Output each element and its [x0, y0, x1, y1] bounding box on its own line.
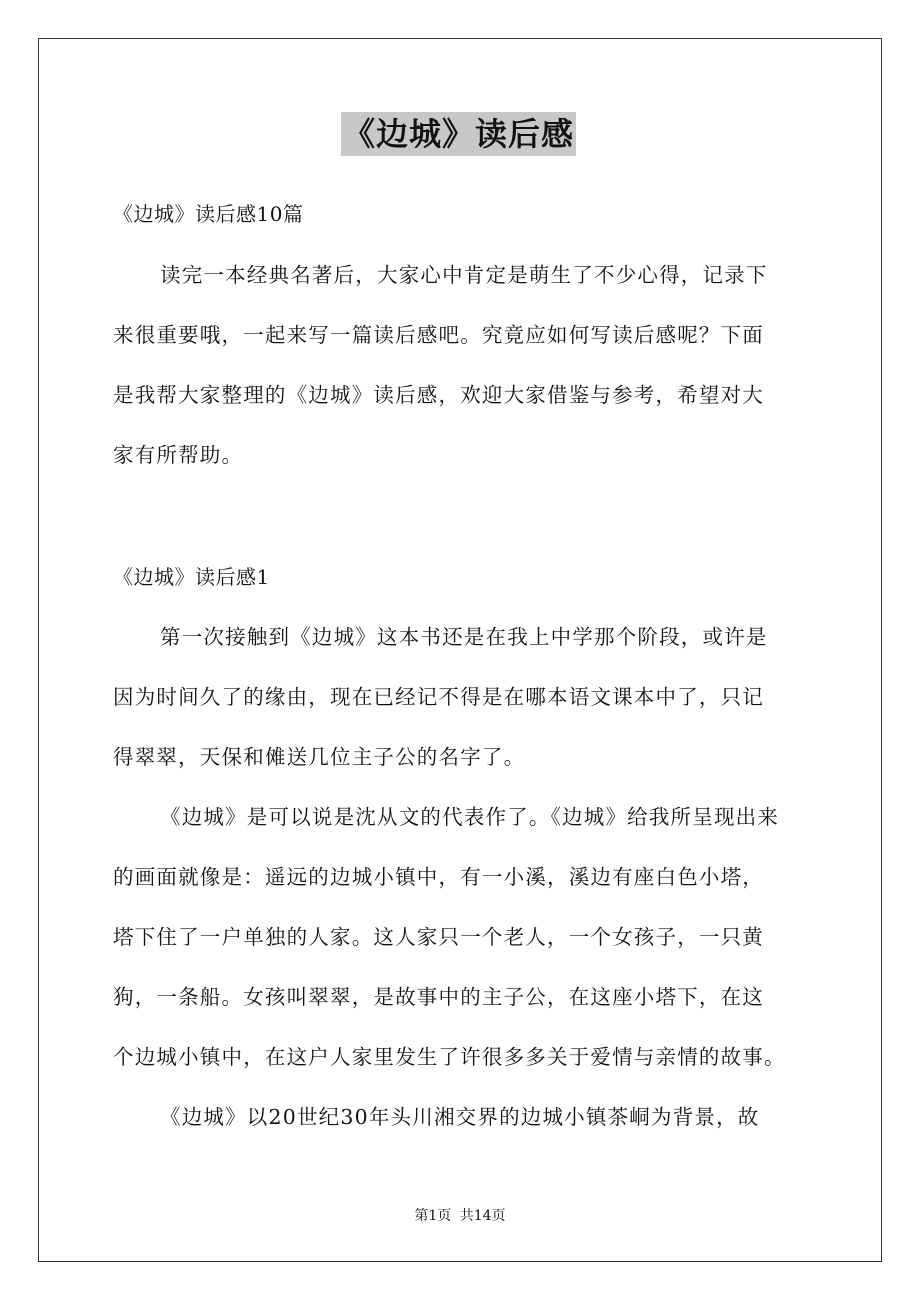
- intro-line: 来很重要哦，一起来写一篇读后感吧。究竟应如何写读后感呢？下面: [113, 323, 764, 347]
- document-subtitle: 《边城》读后感10篇: [113, 202, 304, 226]
- para2-line: 个边城小镇中，在这户人家里发生了许很多多关于爱情与亲情的故事。: [113, 1045, 786, 1069]
- intro-line: 家有所帮助。: [113, 443, 244, 467]
- para1-line: 因为时间久了的缘由，现在已经记不得是在哪本语文课本中了，只记: [113, 685, 764, 709]
- document-title: 《边城》读后感: [341, 112, 576, 156]
- intro-line: 读完一本经典名著后，大家心中肯定是萌生了不少心得，记录下: [160, 263, 768, 287]
- section-heading: 《边城》读后感1: [113, 565, 270, 589]
- para2-line: 狗，一条船。女孩叫翠翠，是故事中的主子公，在这座小塔下，在这: [113, 985, 764, 1009]
- para2-line: 的画面就像是：遥远的边城小镇中，有一小溪，溪边有座白色小塔，: [113, 865, 764, 889]
- para1-line: 第一次接触到《边城》这本书还是在我上中学那个阶段，或许是: [160, 625, 768, 649]
- page-total: 共14页: [459, 1208, 506, 1224]
- page-footer: [0, 1206, 920, 1226]
- page-number: 第1页: [414, 1208, 452, 1224]
- para1-line: 得翠翠，天保和傩送几位主子公的名字了。: [113, 745, 526, 769]
- para3-line: 《边城》以20世纪30年头川湘交界的边城小镇茶峒为背景，故: [160, 1105, 760, 1129]
- para2-line: 塔下住了一户单独的人家。这人家只一个老人，一个女孩子，一只黄: [113, 925, 764, 949]
- intro-line: 是我帮大家整理的《边城》读后感，欢迎大家借鉴与参考，希望对大: [113, 383, 764, 407]
- para2-line: 《边城》是可以说是沈从文的代表作了。《边城》给我所呈现出来: [160, 805, 780, 829]
